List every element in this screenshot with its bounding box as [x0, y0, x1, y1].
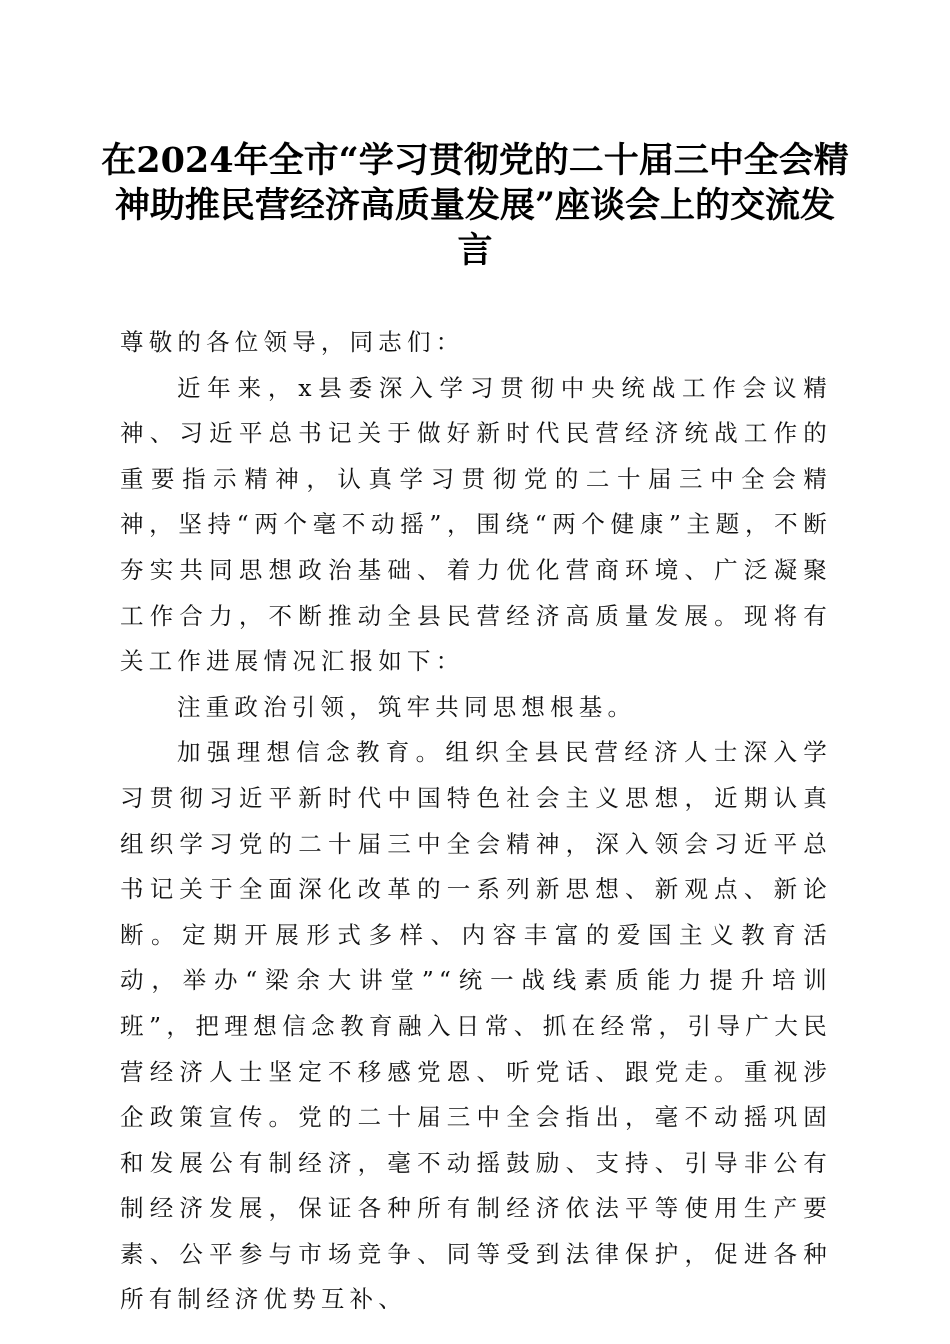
paragraph-section-heading: 注重政治引领，筑牢共同思想根基。: [177, 692, 637, 721]
document-body: [120, 320, 832, 1323]
paragraph-ideals-education: 加强理想信念教育。组织全县民营经济人士深入学习贯彻习近平新时代中国特色社会主义思想，近期认真组织学习党的二十届三中全会精神，深入领会习近平总书记关于全面深化改革的一系列新思想、新观点、新论断。定期开展形式多样、内容丰富的爱国主义教育活动，举办“梁余大讲堂”“统一战线素质能力提升培训班”，把理想信念教育融入日常、抓在经常，引导广大民营经济人士坚定不移感党恩、听党话、跟党走。重视涉企政策宣传。党的二十届三中全会指出，毫不动摇巩固和发展公有制经济，毫不动摇鼓励、支持、引导非公有制经济发展，保证各种所有制经济依法平等使用生产要素、公平参与市场竞争、同等受到法律保护，促进各种所有制经济优势互补、: [120, 738, 832, 1314]
paragraph-intro: 近年来，x县委深入学习贯彻中央统战工作会议精神、习近平总书记关于做好新时代民营经济统战工作的重要指示精神，认真学习贯彻党的二十届三中全会精神，坚持“两个毫不动摇”，围绕“两个健康”主题，不断夯实共同思想政治基础、着力优化营商环境、广泛凝聚工作合力，不断推动全县民营经济高质量发展。现将有关工作进展情况汇报如下：: [120, 373, 832, 676]
document-title: 在2024年全市“学习贯彻党的二十届三中全会精神助推民营经济高质量发展”座谈会上的交流发言: [101, 140, 849, 271]
salutation: 尊敬的各位领导，同志们：: [120, 328, 465, 356]
